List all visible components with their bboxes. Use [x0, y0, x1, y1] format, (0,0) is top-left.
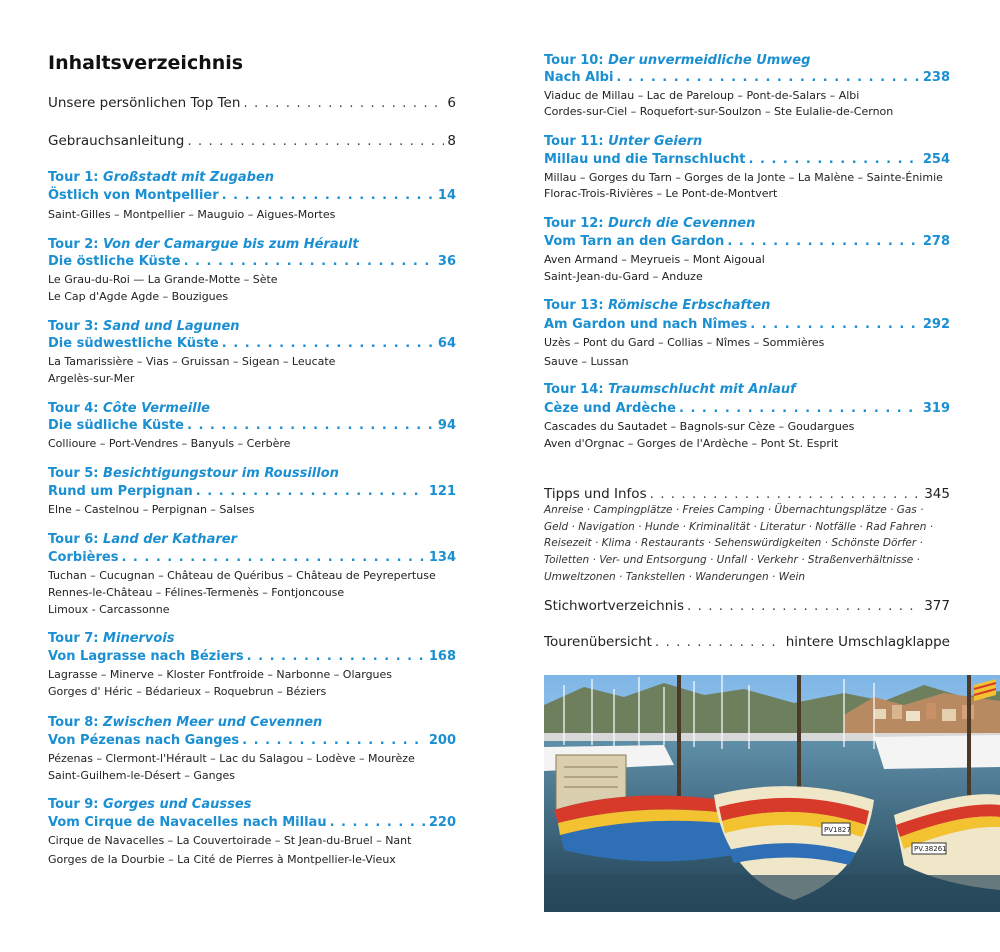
tour-tag: Tour 5: [48, 466, 99, 481]
toc-label: Tipps und Infos [544, 486, 647, 502]
tour-page: 36 [437, 254, 456, 269]
tour-tag: Tour 3: [48, 319, 99, 334]
tour-14-entry[interactable] [544, 401, 950, 416]
toc-label: Tourenübersicht [544, 634, 652, 650]
tour-3-heading [48, 319, 240, 334]
tour-page: 319 [922, 401, 950, 416]
leader-dots [222, 336, 435, 351]
tour-tag: Tour 4: [48, 401, 99, 416]
tour-5-heading [48, 466, 339, 481]
tour-4-places: Collioure – Port-Vendres – Banyuls – Cerbère [48, 437, 291, 450]
leader-dots [121, 550, 425, 565]
tour-tag: Tour 12: [544, 216, 604, 231]
tour-tagline: Besichtigungstour im Roussillon [103, 466, 339, 481]
tour-tagline: Gorges und Causses [103, 797, 252, 812]
tour-title: Cèze und Ardèche [544, 401, 676, 416]
tour-6-places: Limoux - Carcassonne [48, 603, 170, 616]
leader-dots [687, 598, 921, 614]
leader-dots [196, 484, 426, 499]
tour-tag: Tour 10: [544, 53, 604, 68]
tour-9-heading [48, 797, 251, 812]
tour-4-entry[interactable] [48, 418, 456, 433]
toc-page: 377 [924, 598, 950, 614]
page-title: Inhaltsverzeichnis [48, 52, 244, 74]
tour-tagline: Von der Camargue bis zum Hérault [103, 237, 359, 252]
tour-7-places: Lagrasse – Minerve – Kloster Fontfroide – Narbonne – Olargues [48, 668, 393, 681]
tour-1-heading [48, 170, 274, 185]
tour-title: Die südwestliche Küste [48, 336, 219, 351]
tour-page: 14 [437, 188, 456, 203]
toc-label: Gebrauchsanleitung [48, 133, 185, 149]
tour-tagline: Unter Geiern [608, 134, 703, 149]
tour-7-places: Gorges d' Héric – Bédarieux – Roquebrun – Béziers [48, 685, 327, 698]
leader-dots [187, 418, 435, 433]
tour-page: 292 [922, 317, 950, 332]
tour-14-heading [544, 382, 796, 397]
tour-title: Corbières [48, 550, 119, 565]
tour-8-heading [48, 715, 322, 730]
tour-tag: Tour 8: [48, 715, 99, 730]
tour-page: 134 [428, 550, 456, 565]
tour-tag: Tour 6: [48, 532, 99, 547]
tour-tagline: Land der Katharer [103, 532, 237, 547]
tour-title: Die östliche Küste [48, 254, 181, 269]
tour-title: Millau und die Tarnschlucht [544, 152, 746, 167]
leader-dots [187, 133, 444, 149]
tour-10-places: Viaduc de Millau – Lac de Pareloup – Pont-de-Salars – Albi [544, 89, 860, 102]
tour-tagline: Der unvermeidliche Umweg [608, 53, 811, 68]
leader-dots [616, 70, 919, 85]
tour-tag: Tour 14: [544, 382, 604, 397]
tour-12-places: Aven Armand – Meyrueis – Mont Aigoual [544, 253, 765, 266]
toc-entry-tipps[interactable] [544, 486, 950, 502]
tour-tag: Tour 1: [48, 170, 99, 185]
tour-4-heading [48, 401, 210, 416]
boat-registration-1: PV1827 [824, 826, 851, 834]
tour-tagline: Minervois [103, 631, 175, 646]
tour-13-places: Sauve – Lussan [544, 355, 629, 368]
tour-tag: Tour 9: [48, 797, 99, 812]
tour-11-entry[interactable] [544, 152, 950, 167]
tour-6-heading [48, 532, 237, 547]
toc-page: hintere Umschlagklappe [785, 634, 950, 650]
tour-page: 278 [922, 234, 950, 249]
leader-dots [247, 649, 426, 664]
tour-tagline: Traumschlucht mit Anlauf [608, 382, 796, 397]
tour-page: 200 [428, 733, 456, 748]
toc-page: 345 [924, 486, 950, 502]
tour-11-places: Millau – Gorges du Tarn – Gorges de la Jonte – La Malène – Sainte-Énimie [544, 171, 943, 184]
tour-tagline: Sand und Lagunen [103, 319, 240, 334]
leader-dots [222, 188, 435, 203]
tour-title: Von Lagrasse nach Béziers [48, 649, 244, 664]
tour-12-places: Saint-Jean-du-Gard – Anduze [544, 270, 703, 283]
tour-14-places: Aven d'Orgnac – Gorges de l'Ardèche – Pont St. Esprit [544, 437, 839, 450]
tour-3-places: Argelès-sur-Mer [48, 372, 135, 385]
tour-13-places: Uzès – Pont du Gard – Collias – Nîmes – Sommières [544, 336, 825, 349]
toc-page: 6 [447, 95, 456, 111]
tour-6-places: Rennes-le-Château – Félines-Termenès – Fontjoncouse [48, 586, 345, 599]
tour-page: 254 [922, 152, 950, 167]
tour-title: Nach Albi [544, 70, 614, 85]
tour-10-entry[interactable] [544, 70, 950, 85]
tour-title: Von Pézenas nach Ganges [48, 733, 240, 748]
tour-13-heading [544, 298, 770, 313]
tour-title: Vom Tarn an den Gardon [544, 234, 725, 249]
tour-5-places: Elne – Castelnou – Perpignan – Salses [48, 503, 255, 516]
tour-title: Östlich von Montpellier [48, 188, 219, 203]
leader-dots [750, 317, 920, 332]
tour-6-entry[interactable] [48, 550, 456, 565]
tour-9-places: Gorges de la Dourbie – La Cité de Pierres à Montpellier-le-Vieux [48, 853, 396, 866]
boat-registration-2: PV.38261 [914, 845, 947, 853]
tour-2-places: Le Grau-du-Roi — La Grande-Motte – Sète [48, 273, 278, 286]
tour-title: Am Gardon und nach Nîmes [544, 317, 748, 332]
leader-dots [679, 401, 920, 416]
tour-6-places: Tuchan – Cucugnan – Château de Quéribus – Château de Peyrepertuse [48, 569, 436, 582]
leader-dots [242, 733, 426, 748]
tour-title: Rund um Perpignan [48, 484, 193, 499]
toc-entry-top-ten[interactable] [48, 95, 456, 111]
tour-tag: Tour 13: [544, 298, 604, 313]
leader-dots [749, 152, 920, 167]
tour-page: 220 [428, 815, 456, 830]
toc-label: Unsere persönlichen Top Ten [48, 95, 241, 111]
tour-page: 168 [428, 649, 456, 664]
leader-dots [655, 634, 783, 650]
tour-7-heading [48, 631, 175, 646]
tour-7-entry[interactable] [48, 649, 456, 664]
tour-13-entry[interactable] [544, 317, 950, 332]
leader-dots [243, 95, 444, 111]
tour-tagline: Zwischen Meer und Cevennen [103, 715, 323, 730]
tour-8-places: Pézenas – Clermont-l'Hérault – Lac du Salagou – Lodève – Mourèze [48, 752, 415, 765]
tour-9-entry[interactable] [48, 815, 456, 830]
harbor-photo-illustration [544, 675, 1000, 912]
tour-2-places: Le Cap d'Agde Agde – Bouzigues [48, 290, 229, 303]
tour-tag: Tour 11: [544, 134, 604, 149]
tour-3-entry[interactable] [48, 336, 456, 351]
tour-11-places: Florac-Trois-Rivières – Le Pont-de-Montvert [544, 187, 778, 200]
tour-tagline: Römische Erbschaften [608, 298, 771, 313]
tour-8-places: Saint-Guilhem-le-Désert – Ganges [48, 769, 236, 782]
tour-10-places: Cordes-sur-Ciel – Roquefort-sur-Soulzon – Ste Eulalie-de-Cernon [544, 105, 894, 118]
tour-title: Vom Cirque de Navacelles nach Millau [48, 815, 327, 830]
tour-1-places: Saint-Gilles – Montpellier – Mauguio – Aigues-Mortes [48, 208, 336, 221]
tour-title: Die südliche Küste [48, 418, 184, 433]
tour-14-places: Cascades du Sautadet – Bagnols-sur Cèze – Goudargues [544, 420, 855, 433]
tour-page: 94 [437, 418, 456, 433]
leader-dots [184, 254, 435, 269]
tour-12-entry[interactable] [544, 234, 950, 249]
toc-label: Stichwortverzeichnis [544, 598, 685, 614]
tour-11-heading [544, 134, 702, 149]
tipps-topics: Anreise · Campingplätze · Freies Camping · Übernachtungsplätze · Gas · Geld · Navigation · Hunde · Kriminalität · Literatur · Notfälle · Rad Fahren · Reisezeit · Klima · Restaurants · Sehenswürdigkeiten · Schönste Dörfer · Toiletten · Ver- und Entsorgung · Unfall · Verkehr · Straßenverhältnisse · Umweltzonen · Tankstellen · Wanderungen · Wein [544, 504, 934, 583]
leader-dots [650, 486, 922, 502]
tour-2-entry[interactable] [48, 254, 456, 269]
tour-tag: Tour 2: [48, 237, 99, 252]
tour-tagline: Durch die Cevennen [608, 216, 756, 231]
tour-page: 64 [437, 336, 456, 351]
tour-9-places: Cirque de Navacelles – La Couvertoirade – St Jean-du-Bruel – Nant [48, 834, 412, 847]
tour-12-heading [544, 216, 755, 231]
tour-tag: Tour 7: [48, 631, 99, 646]
tour-5-entry[interactable] [48, 484, 456, 499]
tour-1-entry[interactable] [48, 188, 456, 203]
tour-2-heading [48, 237, 359, 252]
tour-page: 238 [922, 70, 950, 85]
leader-dots [330, 815, 426, 830]
harbor-photo [544, 675, 1000, 912]
tour-tagline: Großstadt mit Zugaben [103, 170, 275, 185]
tour-10-heading [544, 53, 810, 68]
toc-entry-tourenuebersicht[interactable] [544, 634, 950, 650]
tour-8-entry[interactable] [48, 733, 456, 748]
toc-entry-stichwortverzeichnis[interactable] [544, 598, 950, 614]
toc-page: 8 [447, 133, 456, 149]
tour-page: 121 [428, 484, 456, 499]
leader-dots [727, 234, 920, 249]
toc-entry-gebrauchsanleitung[interactable] [48, 133, 456, 149]
tour-tagline: Côte Vermeille [103, 401, 210, 416]
tour-3-places: La Tamarissière – Vias – Gruissan – Sigean – Leucate [48, 355, 336, 368]
